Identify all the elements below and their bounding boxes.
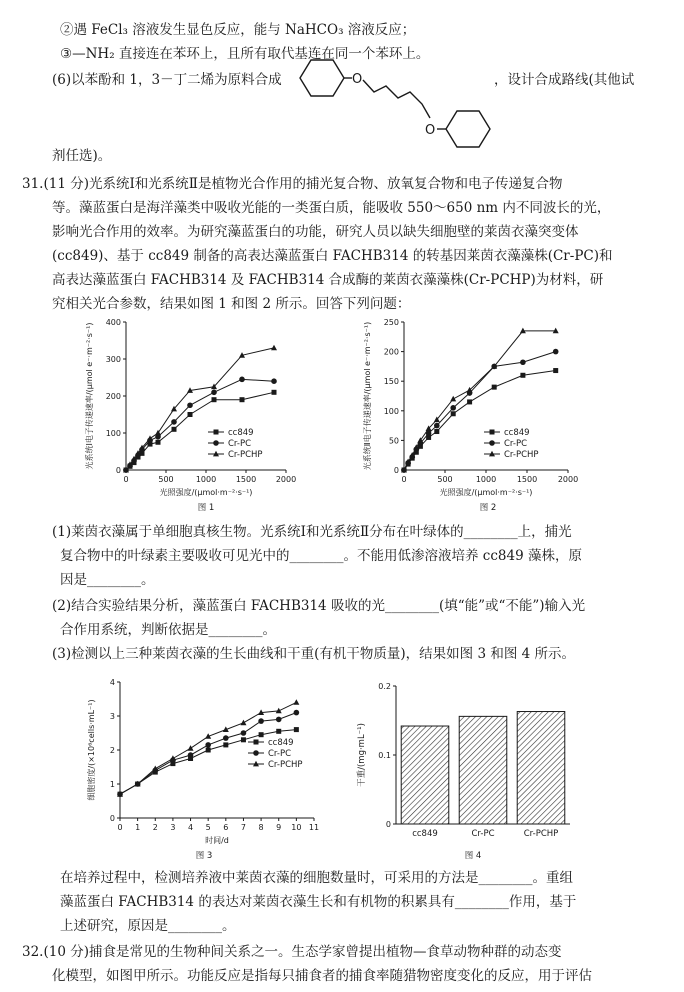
y-tick-label: 0.1 (378, 751, 391, 760)
y-tick-label: 4 (109, 678, 115, 687)
y-axis-label: 细胞密度/(×10⁶cells·mL⁻¹) (87, 699, 96, 801)
chart-fig1 (80, 316, 310, 516)
q31-line-6: 究相关光合参数，结果如图 1 和图 2 所示。回答下列问题： (52, 296, 411, 312)
sub3-line-3: 藻蓝蛋白 FACHB314 的表达对莱茵衣藻生长和有机物的积累具有________作用，基于 (60, 894, 577, 910)
y-tick-label: 300 (105, 355, 121, 364)
data-point-Cr-PC (205, 742, 211, 748)
data-point-cc849 (156, 440, 161, 445)
data-point-Cr-PCHP (147, 435, 153, 441)
x-tick-label: 6 (223, 823, 229, 832)
q31-line-5: 高表达藻蓝蛋白 FACHB314 及 FACHB314 合成酶的莱茵衣藻藻株(Cr-PCHP)为材料，研 (52, 272, 604, 288)
data-point-cc849 (223, 742, 228, 747)
data-point-Cr-PC (553, 349, 559, 355)
data-point-Cr-PCHP (271, 345, 277, 351)
y-tick-label: 200 (383, 347, 399, 357)
data-point-Cr-PCHP (188, 745, 194, 751)
data-point-Cr-PC (171, 419, 177, 425)
data-point-cc849 (467, 399, 472, 404)
sub1-line-1: (1)莱茵衣藻属于单细胞真核生物。光系统Ⅰ和光系统Ⅱ分布在叶绿体的________上，捕光 (52, 524, 572, 540)
x-axis-label: 光照强度/(μmol·m⁻²·s⁻¹) (159, 488, 253, 497)
data-point-cc849 (276, 729, 281, 734)
legend-label: cc849 (268, 738, 294, 748)
x-axis-label: 光照强度/(μmol·m⁻²·s⁻¹) (439, 488, 533, 497)
x-tick-label: 500 (437, 475, 453, 484)
condition-2: ②遇 FeCl₃ 溶液发生显色反应，能与 NaHCO₃ 溶液反应； (60, 22, 416, 38)
data-point-Cr-PC (188, 752, 194, 758)
x-tick-label: 1500 (235, 475, 257, 484)
data-point-cc849 (241, 737, 246, 742)
sub2-line-1: (2)结合实验结果分析，藻蓝蛋白 FACHB314 吸收的光________(填“能”或“不能”)输入光 (52, 598, 586, 614)
q31-line-2: 等。藻蓝蛋白是海洋藻类中吸收光能的一类蛋白质，能吸收 550～650 nm 内不同波长的光， (52, 200, 611, 216)
data-point-Cr-PC (294, 710, 300, 716)
data-point-cc849 (240, 397, 245, 402)
data-point-cc849 (492, 385, 497, 390)
y-axis-label: 光系统Ⅰ电子传递速率/(μmol e⁻·m⁻²·s⁻¹) (85, 322, 94, 470)
data-point-Cr-PCHP (152, 766, 158, 772)
x-tick-label: 3 (170, 823, 176, 832)
legend-label: Cr-PC (228, 439, 252, 449)
butane-chain (363, 80, 430, 118)
data-point-Cr-PC (271, 378, 277, 384)
y-tick-label: 50 (388, 436, 399, 446)
x-tick-label: 1000 (475, 475, 497, 484)
x-tick-label: 7 (240, 823, 247, 832)
legend-label: cc849 (504, 428, 530, 438)
figure-caption: 图 3 (195, 851, 213, 861)
legend-label: cc849 (228, 428, 254, 438)
x-tick-label: 2 (152, 823, 158, 832)
x-tick-label: 500 (158, 475, 174, 484)
data-point-cc849 (172, 427, 177, 432)
y-axis-label: 干重/(mg·mL⁻¹) (357, 723, 367, 787)
y-tick-label: 0 (115, 466, 121, 475)
legend-marker (490, 430, 495, 435)
legend-marker (213, 440, 219, 446)
bar-Cr-PCHP (517, 712, 565, 824)
data-point-cc849 (520, 373, 525, 378)
sub1-line-3: 因是________。 (60, 572, 155, 588)
data-point-Cr-PCHP (170, 755, 176, 761)
data-point-Cr-PC (239, 377, 245, 383)
x-tick-label: 11 (308, 823, 320, 832)
x-category-label: cc849 (412, 829, 438, 839)
chart-fig3 (84, 666, 324, 866)
data-point-Cr-PCHP (240, 720, 246, 726)
q31-line-3: 影响光合作用的效率。为研究藻蓝蛋白的功能，研究人员以缺失细胞壁的莱茵衣藻突变体 (52, 224, 579, 240)
question-6-note: 剂任选)。 (52, 148, 112, 164)
data-point-Cr-PCHP (450, 396, 456, 402)
y-tick-label: 3 (109, 712, 115, 721)
legend-marker (489, 440, 495, 446)
y-tick-label: 150 (383, 377, 399, 387)
x-tick-label: 2000 (557, 475, 579, 484)
data-point-cc849 (553, 368, 558, 373)
data-point-cc849 (434, 429, 439, 434)
data-point-Cr-PC (258, 718, 264, 724)
y-tick-label: 200 (105, 392, 121, 401)
data-point-Cr-PC (434, 423, 440, 429)
x-axis-label: 时间/d (205, 836, 229, 845)
x-category-label: Cr-PCHP (523, 829, 559, 839)
legend-label: Cr-PC (504, 439, 528, 449)
target-molecule (294, 56, 494, 156)
x-tick-label: 9 (276, 823, 282, 832)
condition-3: ③—NH₂ 直接连在苯环上，且所有取代基连在同一个苯环上。 (60, 46, 430, 62)
cyclohexane-ring-right (446, 111, 490, 147)
x-tick-label: 0 (117, 823, 123, 832)
x-tick-label: 1500 (516, 475, 538, 484)
data-point-Cr-PC (276, 717, 282, 723)
x-tick-label: 0 (123, 475, 129, 484)
data-point-Cr-PC (211, 390, 217, 396)
y-tick-label: 100 (105, 429, 121, 438)
q32-line-2: 化模型，如图甲所示。功能反应是指每只捕食者的捕食率随猎物密度变化的反应，用于评估 (52, 968, 592, 984)
y-tick-label: 250 (383, 318, 399, 327)
y-tick-label: 1 (109, 780, 115, 789)
x-tick-label: 4 (187, 823, 194, 832)
y-tick-label: 0 (385, 820, 391, 829)
data-point-cc849 (272, 390, 277, 395)
sub3-line-4: 上述研究，原因是________。 (60, 918, 236, 934)
data-point-Cr-PCHP (293, 699, 299, 705)
sub3-line-2: 在培养过程中，检测培养液中莱茵衣藻的细胞数量时，可采用的方法是________。重组 (60, 870, 573, 886)
data-point-Cr-PC (223, 735, 229, 741)
data-point-cc849 (206, 748, 211, 753)
data-point-Cr-PC (187, 402, 193, 408)
x-tick-label: 1000 (195, 475, 217, 484)
legend-marker (214, 430, 219, 435)
x-tick-label: 1 (135, 823, 141, 832)
legend-marker (254, 740, 259, 745)
q31-line-4: (cc849)、基于 cc849 制备的高表达藻蓝蛋白 FACHB314 的转基因莱茵衣藻藻株(Cr-PC)和 (52, 248, 613, 264)
data-point-Cr-PC (520, 359, 526, 365)
data-point-cc849 (212, 397, 217, 402)
oxygen-atom-1: O (352, 72, 363, 87)
figure-caption: 图 1 (197, 503, 215, 513)
y-tick-label: 100 (383, 406, 399, 416)
data-point-Cr-PC (241, 730, 247, 736)
sub2-line-2: 合作用系统，判断依据是________。 (60, 622, 276, 638)
x-tick-label: 2000 (275, 475, 297, 484)
data-point-Cr-PC (450, 405, 456, 411)
oxygen-atom-2: O (425, 123, 436, 138)
sub3-line-1: (3)检测以上三种莱茵衣藻的生长曲线和干重(有机干物质量)，结果如图 3 和图 4 所示。 (52, 646, 575, 662)
x-tick-label: 5 (205, 823, 211, 832)
legend-label: Cr-PCHP (504, 450, 539, 460)
y-axis-label: 光系统Ⅱ电子传递速率/(μmol e⁻·m⁻²·s⁻¹) (363, 321, 372, 471)
q31-line-1: 31.(11 分)光系统Ⅰ和光系统Ⅱ是植物光合作用的捕光复合物、放氧复合物和电子传递复合物 (22, 176, 563, 192)
y-tick-label: 400 (105, 318, 121, 327)
bar-Cr-PC (459, 716, 507, 824)
legend-label: Cr-PCHP (228, 450, 263, 460)
y-tick-label: 2 (109, 746, 115, 755)
data-point-cc849 (188, 412, 193, 417)
question-6-end: ，设计合成路线(其他试 (494, 72, 635, 88)
data-point-cc849 (294, 727, 299, 732)
x-tick-label: 10 (291, 823, 302, 832)
data-point-Cr-PCHP (276, 708, 282, 714)
y-tick-label: 0 (393, 466, 399, 475)
figure-caption: 图 4 (464, 851, 482, 861)
sub1-line-2: 复合物中的叶绿素主要吸收可见光中的________。不能用低渗溶液培养 cc849 藻株，原 (60, 548, 582, 564)
legend-marker (253, 750, 259, 756)
x-tick-label: 8 (258, 823, 264, 832)
chart-fig2 (358, 316, 588, 516)
figure-caption: 图 2 (479, 503, 497, 513)
y-tick-label: 0.2 (378, 682, 391, 691)
data-point-cc849 (451, 411, 456, 416)
cyclohexane-ring-left (300, 60, 344, 96)
x-tick-label: 0 (401, 475, 407, 484)
question-6-start: (6)以苯酚和 1，3－丁二烯为原料合成 (52, 72, 282, 88)
q32-line-1: 32.(10 分)捕食是常见的生物种间关系之一。生态学家曾提出植物—食草动物种群的动态变 (22, 944, 562, 960)
legend-label: Cr-PCHP (268, 760, 303, 770)
y-tick-label: 0 (109, 814, 115, 823)
bar-cc849 (401, 726, 449, 824)
x-category-label: Cr-PC (471, 829, 495, 839)
legend-label: Cr-PC (268, 749, 292, 759)
data-point-cc849 (259, 732, 264, 737)
chart-fig4 (350, 672, 580, 862)
